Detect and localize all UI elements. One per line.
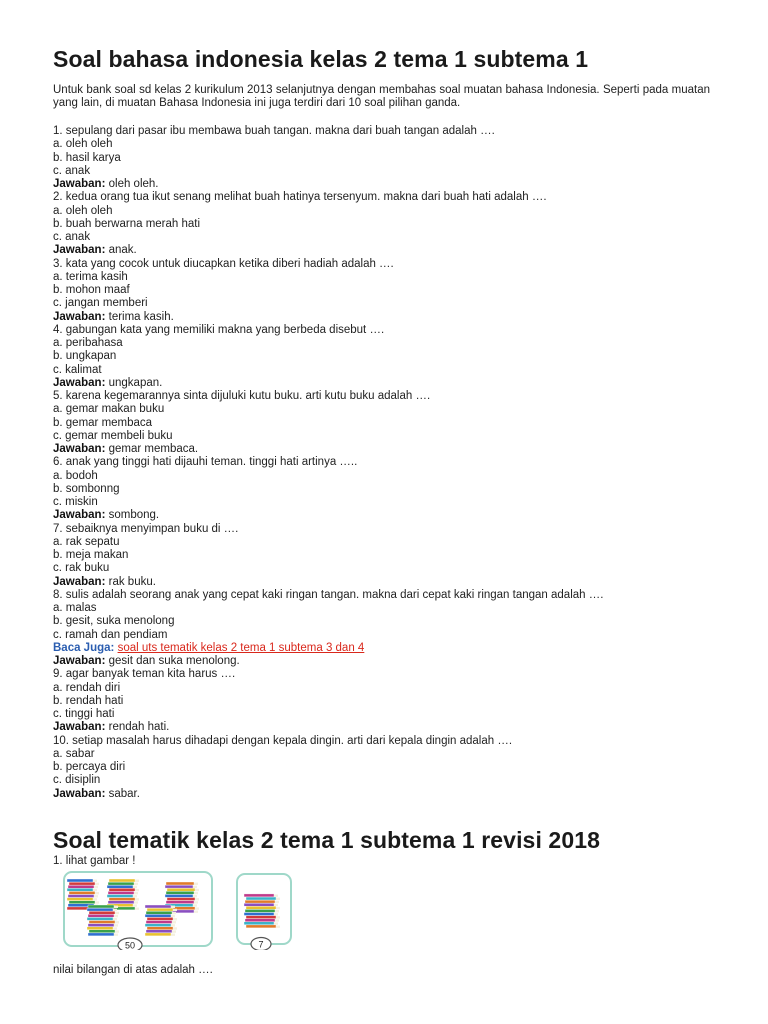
book-pages xyxy=(194,892,198,894)
book-pages xyxy=(171,934,175,936)
question-text: 10. setiap masalah harus dihadapi dengan kepala dingin. arti dari kepala dingin adalah …. xyxy=(53,734,513,747)
book-pages xyxy=(114,915,118,917)
book xyxy=(245,919,275,922)
book xyxy=(108,891,134,894)
book-pages xyxy=(135,889,139,891)
answer-label: Jawaban: xyxy=(53,310,106,323)
option-c: c. ramah dan pendiam xyxy=(53,628,168,641)
book xyxy=(166,901,194,904)
book xyxy=(87,908,113,911)
answer-value: anak. xyxy=(108,244,137,257)
option-b: b. sombonng xyxy=(53,482,120,495)
option-b: b. percaya diri xyxy=(53,761,126,773)
answer-value: gesit dan suka menolong. xyxy=(108,655,240,667)
option-c: c. tinggi hati xyxy=(53,708,115,720)
book xyxy=(145,905,171,908)
option-c: c. anak xyxy=(53,164,91,177)
book-pages xyxy=(193,904,197,906)
book xyxy=(89,930,115,933)
book-pages xyxy=(172,912,176,914)
book xyxy=(245,900,275,903)
book xyxy=(166,882,194,885)
answer-line xyxy=(53,576,733,589)
option-c: c. jangan memberi xyxy=(53,297,148,310)
book-pages xyxy=(114,906,118,908)
book-pages xyxy=(114,924,118,926)
question-text: 9. agar banyak teman kita harus …. xyxy=(53,668,236,681)
answer-value: oleh oleh. xyxy=(108,178,159,190)
book xyxy=(244,922,274,925)
baca-juga-line xyxy=(53,642,733,655)
answer-line xyxy=(53,509,733,522)
book xyxy=(89,921,115,924)
answer-line xyxy=(53,178,733,191)
book xyxy=(244,913,274,916)
answer-line xyxy=(53,244,733,257)
question-list xyxy=(53,125,733,801)
option-a: a. oleh oleh xyxy=(53,138,113,151)
book-pages xyxy=(274,913,278,915)
book xyxy=(147,927,173,930)
option-c: c. disiplin xyxy=(53,774,101,787)
section-title-bahasa-indonesia: Soal bahasa indonesia kelas 2 tema 1 subtema 1 xyxy=(53,46,589,72)
book-pages xyxy=(195,889,199,891)
book-pages xyxy=(133,886,137,888)
book-pages xyxy=(171,924,175,926)
book-pages xyxy=(113,927,117,929)
answer-label: Jawaban: xyxy=(53,244,106,257)
book xyxy=(146,911,172,914)
option-a: a. gemar makan buku xyxy=(53,403,165,416)
book xyxy=(108,882,134,885)
book xyxy=(87,927,113,930)
book-pages xyxy=(193,895,197,897)
answer-value: rak buku. xyxy=(108,575,156,588)
book xyxy=(145,924,171,927)
baca-juga-label: Baca Juga: xyxy=(53,641,115,654)
option-a: a. malas xyxy=(53,602,97,614)
book xyxy=(88,905,114,908)
book xyxy=(88,933,114,936)
answer-line xyxy=(53,311,733,324)
book-pages xyxy=(93,889,97,891)
book xyxy=(246,925,276,928)
book-pages xyxy=(173,909,177,911)
book xyxy=(109,898,135,901)
answer-value: ungkapan. xyxy=(108,376,163,389)
book-pages xyxy=(93,898,97,900)
book xyxy=(166,891,194,894)
book xyxy=(67,898,93,901)
answer-label: Jawaban: xyxy=(53,178,106,190)
book-pages xyxy=(195,898,199,900)
book-pages xyxy=(113,918,117,920)
section-title-tematik: Soal tematik kelas 2 tema 1 subtema 1 revisi 2018 xyxy=(53,827,600,853)
book-stack-group xyxy=(244,894,280,928)
answer-label: Jawaban: xyxy=(53,509,106,522)
option-a: a. rak sepatu xyxy=(53,535,120,548)
option-b: b. hasil karya xyxy=(53,151,121,164)
book-pages xyxy=(276,926,280,928)
book xyxy=(87,917,113,920)
option-c: c. gemar membeli buku xyxy=(53,429,173,442)
book-pages xyxy=(275,919,279,921)
book-pages xyxy=(171,906,175,908)
book-pages xyxy=(275,901,279,903)
book-pages xyxy=(135,908,139,910)
answer-value: gemar membaca. xyxy=(108,443,199,455)
book xyxy=(69,901,95,904)
book-pages xyxy=(94,895,98,897)
number-value-question: nilai bilangan di atas adalah …. xyxy=(53,964,213,976)
book xyxy=(167,888,195,891)
book xyxy=(246,906,276,909)
answer-label: Jawaban: xyxy=(53,787,106,800)
book-stack-image-7 xyxy=(235,872,293,950)
book-pages xyxy=(276,916,280,918)
book-pages xyxy=(172,921,176,923)
book-pages xyxy=(95,892,99,894)
book xyxy=(88,924,114,927)
answer-value: sombong. xyxy=(108,509,160,522)
book xyxy=(246,897,276,900)
question-text: 8. sulis adalah seorang anak yang cepat kaki ringan tangan. makna dari cepat kaki ringan tangan adalah …. xyxy=(53,588,604,601)
option-a: a. oleh oleh xyxy=(53,204,113,217)
question-text: 4. gabungan kata yang memiliki makna yang berbeda disebut …. xyxy=(53,323,385,336)
book xyxy=(165,894,193,897)
book-pages xyxy=(115,921,119,923)
question-text: 3. kata yang cocok untuk diucapkan ketika diberi hadiah adalah …. xyxy=(53,257,394,270)
related-article-link[interactable]: soal uts tematik kelas 2 tema 1 subtema 3 dan 4 xyxy=(117,641,365,654)
book xyxy=(69,882,95,885)
book-pages xyxy=(274,895,278,897)
book xyxy=(69,891,95,894)
book-pages xyxy=(95,901,99,903)
book-pages xyxy=(133,895,137,897)
book xyxy=(165,885,193,888)
option-c: c. kalimat xyxy=(53,363,102,376)
book xyxy=(246,916,276,919)
book-pages xyxy=(194,901,198,903)
question-text: 1. sepulang dari pasar ibu membawa buah tangan. makna dari buah tangan adalah …. xyxy=(53,125,495,137)
book xyxy=(108,901,134,904)
answer-value: rendah hati. xyxy=(108,721,170,734)
book-pages xyxy=(133,904,137,906)
book-pages xyxy=(134,883,138,885)
question-text: 2. kedua orang tua ikut senang melihat buah hatinya tersenyum. makna dari buah hati adalah …. xyxy=(53,191,547,204)
answer-value: terima kasih. xyxy=(108,310,174,323)
option-b: b. meja makan xyxy=(53,549,129,561)
answer-value: sabar. xyxy=(108,787,140,800)
book xyxy=(109,888,135,891)
option-b: b. rendah hati xyxy=(53,694,124,707)
book xyxy=(109,879,135,882)
book-pages xyxy=(276,907,280,909)
book-pages xyxy=(173,927,177,929)
answer-line xyxy=(53,443,733,456)
count-label-50: 50 xyxy=(124,940,136,950)
book-stacks-image-50 xyxy=(62,870,214,950)
answer-label: Jawaban: xyxy=(53,575,106,588)
book-pages xyxy=(172,930,176,932)
intro-paragraph: Untuk bank soal sd kelas 2 kurikulum 2013 selanjutnya dengan membahas soal muatan bahasa Indonesia. Seperti pada muatan yang lain, di muatan Bahasa Indonesia ini juga terdiri dari 10 soal pilihan ganda. xyxy=(53,84,710,110)
answer-label: Jawaban: xyxy=(53,376,106,389)
option-b: b. gemar membaca xyxy=(53,416,153,429)
book xyxy=(146,930,172,933)
option-c: c. rak buku xyxy=(53,562,110,575)
book-pages xyxy=(93,880,97,882)
option-c: c. anak xyxy=(53,231,91,243)
answer-line xyxy=(53,377,733,390)
book xyxy=(107,885,133,888)
book xyxy=(68,895,94,898)
answer-line xyxy=(53,655,733,668)
book xyxy=(245,909,275,912)
book-pages xyxy=(195,907,199,909)
book xyxy=(145,914,171,917)
book-pages xyxy=(134,901,138,903)
book-pages xyxy=(276,898,280,900)
book xyxy=(145,933,171,936)
book xyxy=(107,895,133,898)
picture-question-prompt: 1. lihat gambar ! xyxy=(53,855,136,867)
option-a: a. sabar xyxy=(53,747,95,760)
book-pages xyxy=(95,883,99,885)
book xyxy=(146,921,172,924)
book xyxy=(244,903,274,906)
count-label-7: 7 xyxy=(258,939,264,950)
book-pages xyxy=(135,880,139,882)
book xyxy=(147,908,173,911)
book-pages xyxy=(94,886,98,888)
question-text: 7. sebaiknya menyimpan buku di …. xyxy=(53,522,239,535)
book-pages xyxy=(134,892,138,894)
book xyxy=(67,888,93,891)
book-pages xyxy=(113,909,117,911)
answer-label: Jawaban: xyxy=(53,443,106,455)
book-pages xyxy=(194,911,198,913)
book xyxy=(244,894,274,897)
book-pages xyxy=(135,898,139,900)
book-pages xyxy=(115,930,119,932)
option-b: b. mohon maaf xyxy=(53,284,130,296)
option-a: a. peribahasa xyxy=(53,337,123,349)
book xyxy=(147,917,173,920)
option-a: a. rendah diri xyxy=(53,681,121,694)
option-b: b. ungkapan xyxy=(53,350,117,363)
book-pages xyxy=(171,915,175,917)
book-pages xyxy=(173,918,177,920)
book xyxy=(89,911,115,914)
answer-line xyxy=(53,721,733,734)
book xyxy=(67,879,93,882)
answer-label: Jawaban: xyxy=(53,655,106,667)
book-pages xyxy=(115,912,119,914)
book-pages xyxy=(114,934,118,936)
answer-label: Jawaban: xyxy=(53,721,106,734)
question-text: 5. karena kegemarannya sinta dijuluki kutu buku. arti kutu buku adalah …. xyxy=(53,390,431,402)
option-b: b. buah berwarna merah hati xyxy=(53,217,201,230)
book-pages xyxy=(275,910,279,912)
book xyxy=(167,898,195,901)
option-a: a. bodoh xyxy=(53,469,98,482)
book xyxy=(88,914,114,917)
question-text: 6. anak yang tinggi hati dijauhi teman. tinggi hati artinya ….. xyxy=(53,456,358,469)
option-a: a. terima kasih xyxy=(53,270,128,283)
option-c: c. miskin xyxy=(53,496,98,508)
option-b: b. gesit, suka menolong xyxy=(53,615,175,628)
book-pages xyxy=(194,883,198,885)
book xyxy=(68,885,94,888)
book-pages xyxy=(193,886,197,888)
book-pages xyxy=(274,904,278,906)
book-pages xyxy=(274,922,278,924)
answer-line xyxy=(53,788,733,801)
